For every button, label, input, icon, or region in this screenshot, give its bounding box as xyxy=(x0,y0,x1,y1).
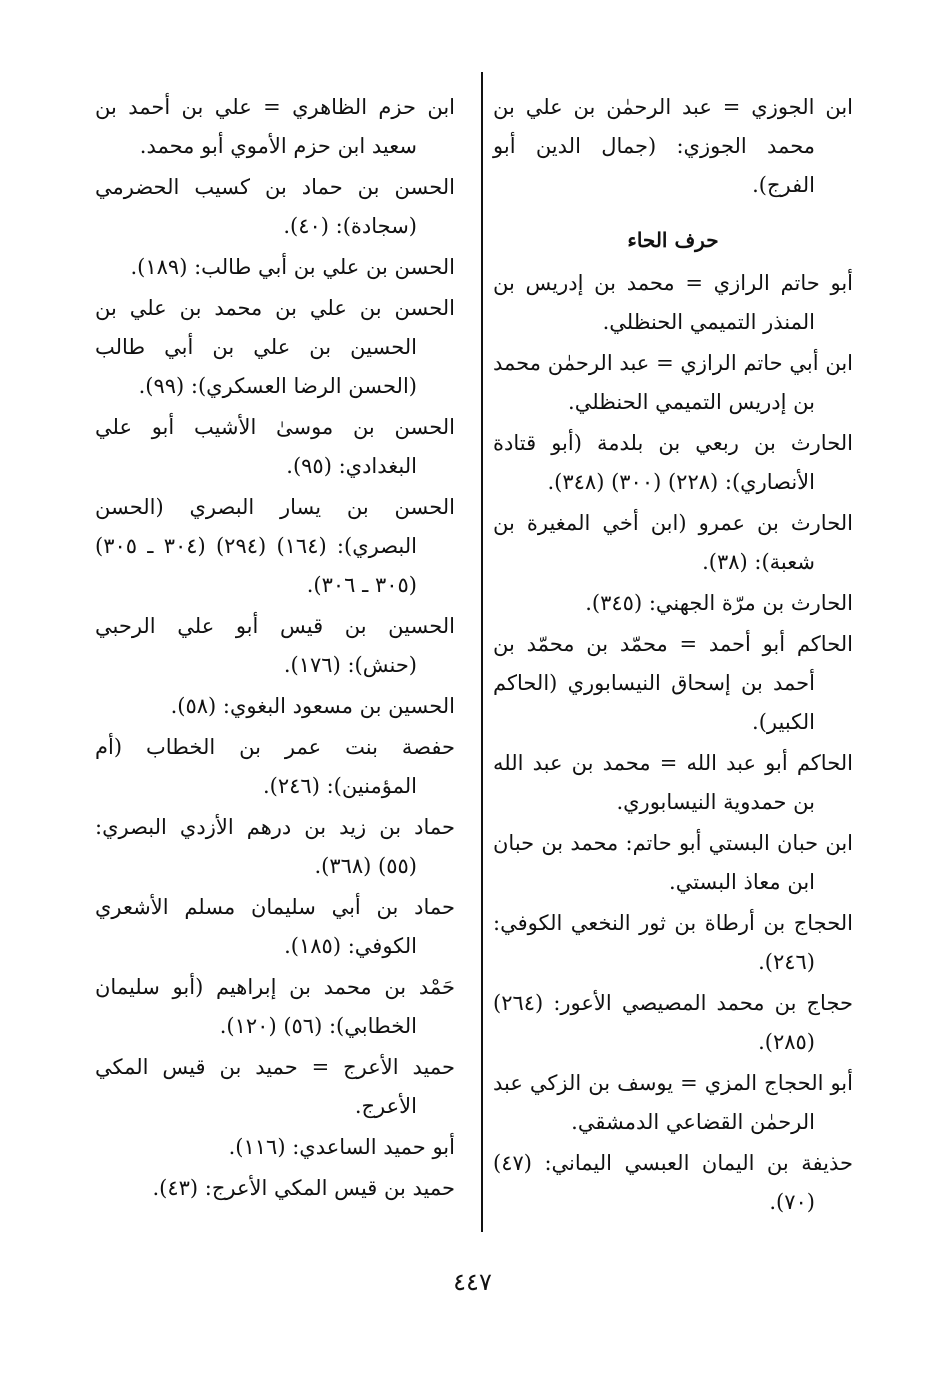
index-entry: أبو حاتم الرازي = محمد بن إدريس بن المنذر التميمي الحنظلي. xyxy=(493,271,853,334)
index-entry: ابن حبان البستي أبو حاتم: محمد بن حبان ابن معاذ البستي. xyxy=(493,831,853,894)
column-divider xyxy=(481,72,483,1232)
index-entry: ابن أبي حاتم الرازي = عبد الرحمٰن محمد بن إدريس التميمي الحنظلي. xyxy=(493,351,853,414)
index-entry: حماد بن أبي سليمان مسلم الأشعري الكوفي: (١٨٥). xyxy=(95,895,455,958)
index-entry: الحسن بن علي بن محمد بن علي بن الحسين بن علي بن أبي طالب (الحسن الرضا العسكري): (٩٩). xyxy=(95,296,455,398)
index-entry: الحسن بن يسار البصري (الحسن البصري): (١٦٤) (٢٩٤) (٣٠٤ ـ ٣٠٥) (٣٠٥ ـ ٣٠٦). xyxy=(95,495,455,597)
section-heading: حرف الحاء xyxy=(627,228,719,252)
index-entry: ابن حزم الظاهري = علي بن أحمد بن سعيد ابن حزم الأموي أبو محمد. xyxy=(95,95,455,158)
index-entry: حَمْد بن محمد بن إبراهيم (أبو سليمان الخطابي): (٥٦) (١٢٠). xyxy=(95,975,455,1038)
index-entry: أبو الحجاج المزي = يوسف بن الزكي عبد الرحمٰن القضاعي الدمشقي. xyxy=(493,1071,853,1134)
index-entry: حماد بن زيد بن درهم الأزدي البصري: (٥٥) (٣٦٨). xyxy=(95,815,455,878)
index-entry: الحارث بن مرّة الجهني: (٣٤٥). xyxy=(585,591,853,615)
index-entry: حميد الأعرج = حميد بن قيس المكي الأعرج. xyxy=(95,1055,455,1118)
index-entry: حفصة بنت عمر بن الخطاب (أم المؤمنين): (٢٤٦). xyxy=(95,735,455,798)
index-entry: الحسن بن علي بن أبي طالب: (١٨٩). xyxy=(130,255,455,279)
index-entry: الحسين بن قيس أبو علي الرحبي (حنش): (١٧٦). xyxy=(95,614,455,677)
page-number: ٤٤٧ xyxy=(453,1268,492,1296)
index-entry: الحاكم أبو عبد الله = محمد بن عبد الله بن حمدوية النيسابوري. xyxy=(493,751,853,814)
left-column xyxy=(95,88,455,1210)
index-entry: الحارث بن ربعي بن بلدمة (أبو قتادة الأنصاري): (٢٢٨) (٣٠٠) (٣٤٨). xyxy=(493,431,853,494)
index-entry: الحارث بن عمرو (ابن أخي المغيرة بن شعبة): (٣٨). xyxy=(493,511,853,574)
index-entry: حميد بن قيس المكي الأعرج: (٤٣). xyxy=(152,1176,455,1200)
index-entry: الحسن بن حماد بن كسيب الحضرمي (سجادة): (٤٠). xyxy=(95,175,455,238)
index-entry: حجاج بن محمد المصيصي الأعور: (٢٦٤) (٢٨٥). xyxy=(493,991,853,1054)
index-entry: الحاكم أبو أحمد = محمّد بن محمّد بن أحمد بن إسحاق النيسابوري (الحاكم الكبير). xyxy=(493,632,853,734)
index-entry: الحسن بن موسىٰ الأشيب أبو علي البغدادي: (٩٥). xyxy=(95,415,455,478)
index-entry: حذيفة بن اليمان العبسي اليماني: (٤٧) (٧٠). xyxy=(493,1151,853,1214)
index-entry: ابن الجوزي = عبد الرحمٰن بن علي بن محمد الجوزي: (جمال الدين أبو الفرج). xyxy=(493,95,853,197)
right-column xyxy=(493,88,853,1224)
index-entry: الحسين بن مسعود البغوي: (٥٨). xyxy=(170,694,455,718)
index-entry: أبو حميد الساعدي: (١١٦). xyxy=(228,1135,455,1159)
index-entry: الحجاج بن أرطاة بن ثور النخعي الكوفي: (٢٤٦). xyxy=(493,911,853,974)
